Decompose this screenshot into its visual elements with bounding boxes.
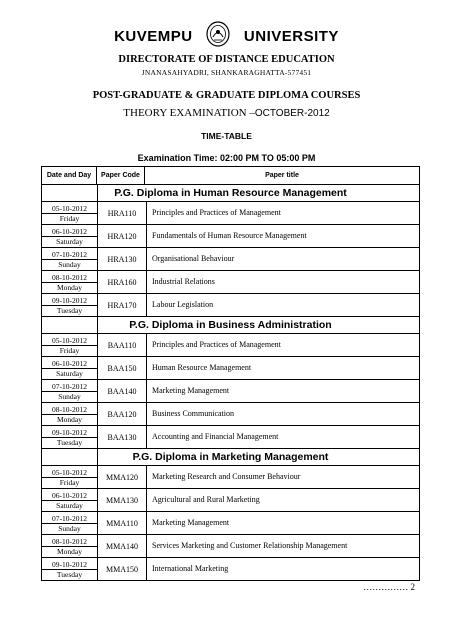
paper-code-cell: MMA120 bbox=[98, 466, 147, 488]
paper-code-cell: BAA120 bbox=[98, 403, 147, 425]
paper-title-cell: Principles and Practices of Management bbox=[152, 340, 281, 349]
exam-date: 07-10-2012 bbox=[42, 250, 97, 260]
table-row bbox=[42, 334, 419, 357]
paper-code-cell: HRA120 bbox=[98, 225, 147, 247]
exam-date: 08-10-2012 bbox=[42, 405, 97, 415]
paper-code-cell: BAA150 bbox=[98, 357, 147, 379]
page-number: …………… 2 bbox=[363, 582, 415, 592]
table-row bbox=[42, 426, 419, 448]
table-header bbox=[42, 167, 419, 185]
table-section bbox=[42, 317, 419, 449]
table-section bbox=[42, 449, 419, 580]
exam-date: 06-10-2012 bbox=[42, 491, 97, 501]
paper-title-cell: Marketing Management bbox=[152, 386, 230, 395]
exam-date: 05-10-2012 bbox=[42, 204, 97, 214]
section-title: P.G. Diploma in Marketing Management bbox=[42, 449, 419, 466]
paper-title-cell: Human Resource Management bbox=[152, 363, 252, 372]
exam-date: 05-10-2012 bbox=[42, 336, 97, 346]
exam-day: Tuesday bbox=[56, 305, 83, 315]
paper-code-cell: HRA160 bbox=[98, 271, 147, 293]
date-day-cell bbox=[42, 248, 98, 270]
exam-day: Saturday bbox=[56, 368, 83, 378]
date-day-cell bbox=[42, 535, 98, 557]
paper-title-cell: Accounting and Financial Management bbox=[152, 432, 279, 441]
exam-day: Tuesday bbox=[56, 569, 83, 579]
date-day-cell bbox=[42, 466, 98, 488]
exam-prefix: THEORY EXAMINATION – bbox=[123, 107, 255, 119]
paper-title-cell: Services Marketing and Customer Relationship Management bbox=[152, 541, 348, 550]
paper-code-cell: HRA130 bbox=[98, 248, 147, 270]
date-day-cell bbox=[42, 202, 98, 224]
table-row bbox=[42, 489, 419, 512]
header-paper-title: Paper title bbox=[265, 172, 299, 179]
table-row bbox=[42, 294, 419, 316]
exam-date: 09-10-2012 bbox=[42, 296, 97, 306]
table-row bbox=[42, 535, 419, 558]
header-date-day: Date and Day bbox=[42, 167, 97, 184]
table-row bbox=[42, 248, 419, 271]
exam-date: 07-10-2012 bbox=[42, 382, 97, 392]
address-line: JNANASAHYADRI, SHANKARAGHATTA-577451 bbox=[141, 68, 312, 77]
timetable-table bbox=[41, 166, 420, 581]
date-day-cell bbox=[42, 225, 98, 247]
paper-code-cell: BAA140 bbox=[98, 380, 147, 402]
paper-title-cell: Organisational Behaviour bbox=[152, 254, 235, 263]
paper-title-cell: Fundamentals of Human Resource Management bbox=[152, 231, 307, 240]
exam-day: Friday bbox=[59, 477, 80, 487]
exam-date: 05-10-2012 bbox=[42, 468, 97, 478]
paper-title-cell: Labour Legislation bbox=[152, 300, 214, 309]
table-row bbox=[42, 271, 419, 294]
university-title bbox=[0, 26, 453, 48]
paper-code-cell: MMA140 bbox=[98, 535, 147, 557]
table-section bbox=[42, 185, 419, 317]
paper-code-cell: MMA150 bbox=[98, 558, 147, 580]
exam-day: Friday bbox=[59, 345, 80, 355]
exam-heading bbox=[0, 107, 453, 119]
table-row bbox=[42, 202, 419, 225]
exam-day: Tuesday bbox=[56, 437, 83, 447]
date-day-cell bbox=[42, 558, 98, 580]
paper-code-cell: BAA110 bbox=[98, 334, 147, 356]
paper-code-cell: BAA130 bbox=[98, 426, 147, 448]
timetable-heading: TIME-TABLE bbox=[201, 131, 252, 141]
exam-day: Monday bbox=[57, 282, 82, 292]
exam-day: Friday bbox=[59, 213, 80, 223]
exam-day: Sunday bbox=[58, 523, 81, 533]
exam-date: 08-10-2012 bbox=[42, 273, 97, 283]
exam-day: Saturday bbox=[56, 236, 83, 246]
paper-title-cell: International Marketing bbox=[152, 564, 229, 573]
exam-date: 06-10-2012 bbox=[42, 359, 97, 369]
university-seal-icon bbox=[205, 20, 231, 48]
exam-date: 07-10-2012 bbox=[42, 514, 97, 524]
section-title: P.G. Diploma in Business Administration bbox=[42, 317, 419, 334]
paper-title-cell: Marketing Research and Consumer Behaviour bbox=[152, 472, 301, 481]
courses-heading: POST-GRADUATE & GRADUATE DIPLOMA COURSES bbox=[92, 90, 361, 101]
table-row bbox=[42, 403, 419, 426]
exam-time: Examination Time: 02:00 PM TO 05:00 PM bbox=[137, 153, 316, 163]
exam-day: Saturday bbox=[56, 500, 83, 510]
exam-day: Sunday bbox=[58, 259, 81, 269]
exam-date: 06-10-2012 bbox=[42, 227, 97, 237]
table-row bbox=[42, 357, 419, 380]
paper-title-cell: Industrial Relations bbox=[152, 277, 215, 286]
paper-code-cell: MMA130 bbox=[98, 489, 147, 511]
exam-day: Monday bbox=[57, 546, 82, 556]
date-day-cell bbox=[42, 271, 98, 293]
table-row bbox=[42, 466, 419, 489]
exam-session: OCTOBER-2012 bbox=[254, 108, 330, 119]
date-day-cell bbox=[42, 357, 98, 379]
university-name-right: UNIVERSITY bbox=[243, 27, 339, 45]
table-row bbox=[42, 225, 419, 248]
paper-title-cell: Principles and Practices of Management bbox=[152, 208, 281, 217]
exam-day: Sunday bbox=[58, 391, 81, 401]
section-title: P.G. Diploma in Human Resource Management bbox=[42, 185, 419, 202]
exam-day: Monday bbox=[57, 414, 82, 424]
date-day-cell bbox=[42, 334, 98, 356]
paper-title-cell: Business Communication bbox=[152, 409, 234, 418]
paper-code-cell: HRA110 bbox=[98, 202, 147, 224]
table-row bbox=[42, 512, 419, 535]
paper-code-cell: MMA110 bbox=[98, 512, 147, 534]
table-row bbox=[42, 558, 419, 580]
paper-title-cell: Marketing Management bbox=[152, 518, 230, 527]
paper-title-cell: Agricultural and Rural Marketing bbox=[152, 495, 260, 504]
header-paper-code: Paper Code bbox=[97, 167, 145, 184]
table-row bbox=[42, 380, 419, 403]
date-day-cell bbox=[42, 403, 98, 425]
paper-code-cell: HRA170 bbox=[98, 294, 147, 316]
exam-date: 08-10-2012 bbox=[42, 537, 97, 547]
university-name-left: KUVEMPU bbox=[114, 27, 193, 45]
exam-date: 09-10-2012 bbox=[42, 428, 97, 438]
date-day-cell bbox=[42, 489, 98, 511]
exam-date: 09-10-2012 bbox=[42, 560, 97, 570]
date-day-cell bbox=[42, 380, 98, 402]
date-day-cell bbox=[42, 426, 98, 448]
date-day-cell bbox=[42, 512, 98, 534]
date-day-cell bbox=[42, 294, 98, 316]
directorate-heading: DIRECTORATE OF DISTANCE EDUCATION bbox=[118, 54, 335, 65]
